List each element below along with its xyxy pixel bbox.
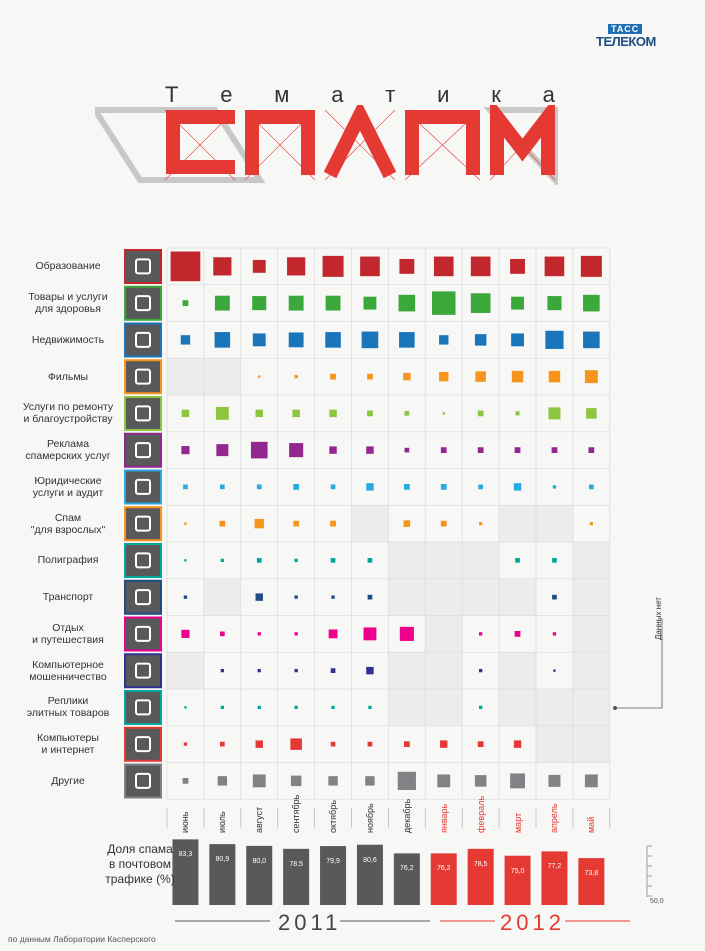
bar-value-label: 78,5 [289, 860, 303, 868]
topic-square [479, 669, 482, 672]
no-data-cell [499, 505, 536, 542]
topic-square [404, 741, 410, 747]
topic-square [294, 706, 297, 709]
topic-square [512, 371, 524, 383]
topic-square [511, 297, 524, 310]
topic-label: Другие [51, 774, 85, 787]
topic-square [434, 257, 454, 277]
month-label: декабрь [401, 798, 412, 833]
topic-square [253, 260, 266, 273]
no-data-cell [499, 689, 536, 726]
topic-square [479, 706, 482, 709]
topic-square [184, 742, 187, 745]
topic-square [294, 632, 297, 635]
topic-square [294, 375, 297, 378]
spam-share-bar [541, 851, 567, 905]
topic-square [215, 332, 231, 348]
topic-square [256, 410, 263, 417]
topic-square [516, 411, 520, 415]
topic-square [404, 520, 411, 527]
no-data-cell [425, 616, 462, 653]
no-data-label: Данных нет [654, 597, 663, 640]
topic-square [364, 297, 377, 310]
topic-square [293, 521, 299, 527]
topic-square [331, 742, 336, 747]
topic-square [437, 774, 450, 787]
topic-square [367, 374, 373, 380]
topic-square [405, 448, 410, 453]
topic-label: Спам "для взрослых" [30, 511, 106, 536]
calculator-icon [125, 471, 161, 504]
topic-square [552, 595, 557, 600]
no-data-dot [613, 706, 617, 710]
spam-share-bar [209, 844, 235, 905]
no-data-cell [573, 579, 610, 616]
topic-square [362, 332, 379, 349]
topic-square [549, 371, 561, 383]
topic-square [184, 595, 187, 598]
topic-square [330, 521, 336, 527]
no-data-cell [388, 652, 425, 689]
month-label: январь [438, 803, 449, 833]
topic-label: Реклама спамерских услуг [25, 438, 111, 463]
spam-share-bar [468, 849, 494, 905]
topic-square [471, 293, 491, 313]
month-label: июль [217, 811, 228, 833]
topic-square [216, 444, 228, 456]
topic-square [515, 447, 521, 453]
monitor-icon [125, 728, 161, 761]
building-icon [125, 324, 161, 357]
topic-square [399, 295, 416, 312]
topic-square [403, 373, 410, 380]
topic-square [329, 629, 338, 638]
topic-square [291, 776, 302, 787]
topic-square [181, 630, 189, 638]
topic-square [293, 484, 299, 490]
spam-share-bar [431, 853, 457, 905]
grid-icon [125, 765, 161, 798]
padlock-icon [125, 507, 161, 540]
topic-square [251, 442, 268, 459]
topic-square [331, 558, 336, 563]
topic-square [368, 742, 373, 747]
no-data-cell [573, 652, 610, 689]
topic-square [475, 775, 487, 787]
source-note: по данным Лаборатории Касперского [8, 934, 156, 944]
ship-icon [125, 618, 161, 651]
subtitle-letter: е [220, 82, 233, 107]
topic-square [331, 595, 334, 598]
topic-square [215, 296, 230, 311]
bar-value-label: 76,2 [400, 865, 414, 873]
topic-label: Отдых и путешествия [32, 621, 104, 646]
topic-square [367, 410, 373, 416]
no-data-cell [388, 579, 425, 616]
topic-square [326, 296, 341, 311]
topic-label: Услуги по ремонту и благоустройству [22, 401, 114, 426]
topic-square [368, 706, 371, 709]
topic-square [184, 706, 186, 708]
film-reel-icon [125, 360, 161, 393]
month-label: сентябрь [291, 794, 302, 833]
topic-square [585, 370, 598, 383]
bar-value-label: 80,9 [215, 856, 230, 864]
car-icon [125, 581, 161, 614]
topic-square [581, 256, 602, 277]
spam-share-bar [357, 845, 383, 905]
topic-square [329, 410, 336, 417]
topic-square [328, 776, 337, 785]
bar-value-label: 83,3 [178, 851, 193, 859]
no-data-cell [536, 689, 573, 726]
month-label: октябрь [328, 800, 339, 833]
bar-axis-min-label: 50,0 [650, 898, 664, 905]
topic-square [365, 776, 374, 785]
topic-square [405, 411, 410, 416]
topic-square [478, 485, 483, 490]
topic-square [294, 595, 297, 598]
month-label: март [512, 812, 523, 833]
topic-square [471, 257, 491, 277]
topic-square [289, 332, 304, 347]
spam-share-label: Доля спама в почтовом трафике (%) [105, 842, 175, 886]
topic-square [548, 775, 560, 787]
spam-share-bar [320, 846, 346, 905]
topic-square [256, 593, 263, 600]
topic-square [181, 446, 189, 454]
topic-square [478, 447, 484, 453]
topic-square [510, 259, 525, 274]
month-label: февраль [475, 795, 486, 833]
topic-square [331, 706, 334, 709]
topic-square [329, 446, 336, 453]
topic-square [257, 485, 262, 490]
no-data-cell [573, 616, 610, 653]
topic-square [255, 519, 264, 528]
topic-label: Полиграфия [37, 554, 99, 567]
bar-value-label: 77,2 [547, 863, 562, 871]
topic-label: Образование [35, 260, 101, 273]
no-data-cell [499, 652, 536, 689]
topic-square [325, 332, 341, 348]
topic-square [478, 741, 484, 747]
bar-value-label: 78,5 [473, 860, 488, 868]
topic-square [258, 375, 260, 377]
topic-square [220, 742, 225, 747]
topic-square [553, 485, 556, 488]
spam-share-bar [394, 853, 420, 905]
topic-square [588, 447, 594, 453]
topic-square [258, 706, 261, 709]
topic-square [583, 295, 600, 312]
topic-square [583, 332, 600, 349]
no-data-cell [167, 652, 204, 689]
topic-square [586, 408, 597, 419]
billboard-icon [125, 434, 161, 467]
mask-icon [125, 654, 161, 687]
year-2012-label: 2012 [500, 910, 565, 935]
topic-square [515, 631, 521, 637]
topic-square [323, 256, 344, 277]
no-data-cell [204, 358, 241, 395]
topic-square [441, 484, 447, 490]
month-label: май [586, 816, 597, 833]
topic-square [221, 559, 224, 562]
topic-square [585, 774, 598, 787]
topic-square [182, 410, 189, 417]
topic-square [360, 257, 380, 277]
topic-square [366, 667, 373, 674]
topic-square [590, 522, 593, 525]
topic-square [171, 252, 201, 282]
topic-square [404, 484, 410, 490]
topic-square [258, 632, 261, 635]
topic-square [589, 485, 594, 490]
no-data-cell [425, 542, 462, 579]
topic-square [292, 410, 299, 417]
topic-square [257, 558, 262, 563]
topic-square [290, 738, 302, 750]
subtitle-letter: Т [165, 82, 179, 107]
bar-value-label: 80,0 [252, 857, 267, 865]
topic-square [183, 778, 189, 784]
topic-label: Товары и услуги для здоровья [28, 291, 108, 316]
subtitle-letter: а [331, 82, 344, 107]
topic-square [548, 407, 560, 419]
topic-square [368, 558, 373, 563]
no-data-cell [167, 358, 204, 395]
topic-square [289, 443, 303, 457]
topic-square [478, 410, 484, 416]
topic-square [479, 522, 482, 525]
topic-square [510, 773, 525, 788]
speech-bubble-icon [125, 691, 161, 724]
no-data-cell [352, 505, 389, 542]
topic-square [545, 257, 565, 277]
no-data-cell [499, 579, 536, 616]
subtitle-letter: к [491, 82, 501, 107]
bar-value-label: 73,8 [584, 870, 599, 878]
topic-square [368, 595, 373, 600]
subtitle-letter: а [542, 82, 555, 107]
topic-square [399, 332, 415, 348]
topic-square [475, 334, 487, 346]
topic-square [399, 259, 414, 274]
topic-label: Фильмы [47, 370, 89, 383]
bar-value-label: 80,6 [363, 856, 377, 864]
topic-square [400, 627, 414, 641]
no-data-cell [425, 689, 462, 726]
topic-square [439, 335, 448, 344]
topic-square [294, 559, 297, 562]
topic-square [443, 412, 445, 414]
topic-square [258, 669, 261, 672]
topic-label: Транспорт [42, 591, 94, 604]
bar-value-label: 79,9 [326, 858, 340, 866]
subtitle-letter: м [274, 82, 290, 107]
no-data-cell [462, 542, 499, 579]
topic-square [364, 627, 377, 640]
topic-square [213, 257, 231, 275]
topic-square [221, 706, 224, 709]
no-data-cell [204, 579, 241, 616]
spam-share-bar [283, 849, 309, 905]
logo-tass-text: ТАСС [608, 24, 642, 34]
topic-square [216, 407, 229, 420]
wrench-icon [125, 397, 161, 430]
topic-square [256, 740, 263, 747]
topic-square [219, 521, 225, 527]
topic-label: Недвижимость [31, 333, 105, 346]
topic-square [330, 374, 336, 380]
no-data-cell [573, 689, 610, 726]
topic-square [289, 296, 304, 311]
topic-label: Реплики элитных товаров [26, 695, 110, 720]
topic-square [184, 522, 186, 524]
topic-square [514, 483, 521, 490]
topic-square [514, 740, 521, 747]
topic-square [220, 632, 225, 637]
topic-square [511, 333, 524, 346]
spam-share-bar [578, 858, 604, 905]
topic-square [220, 485, 225, 490]
topic-square [547, 296, 561, 310]
month-label: ноябрь [364, 803, 375, 833]
topic-square [479, 632, 482, 635]
topic-square [553, 669, 555, 671]
bar-value-label: 76,2 [436, 865, 451, 873]
topic-square [287, 257, 305, 275]
bar-value-label: 75,0 [510, 867, 525, 875]
topic-square [218, 776, 227, 785]
topic-square [331, 485, 336, 490]
topic-square [183, 485, 188, 490]
topic-square [552, 447, 558, 453]
carrot-icon [125, 287, 161, 320]
topic-square [183, 300, 189, 306]
month-label: апрель [549, 803, 560, 833]
subtitle-letter: и [437, 82, 450, 107]
no-data-cell [573, 726, 610, 763]
topic-square [515, 558, 520, 563]
no-data-cell [425, 652, 462, 689]
no-data-cell [388, 542, 425, 579]
topic-square [294, 669, 297, 672]
month-label: июнь [180, 811, 191, 833]
year-2011-label: 2011 [278, 910, 342, 935]
topic-square [331, 668, 336, 673]
topic-square [366, 483, 373, 490]
no-data-cell [536, 505, 573, 542]
topic-square [253, 774, 266, 787]
topic-square [439, 372, 448, 381]
no-data-cell [462, 579, 499, 616]
topic-label: Компьютеры и интернет [37, 732, 99, 757]
month-label: август [254, 806, 265, 833]
topic-square [441, 521, 447, 527]
topic-square [545, 331, 563, 349]
no-data-cell [388, 689, 425, 726]
topic-square [181, 335, 190, 344]
topic-square [475, 371, 486, 382]
logo-telecom-text: ТЕЛЕКОМ [596, 34, 656, 49]
topic-square [441, 447, 447, 453]
topic-square [440, 740, 447, 747]
printer-icon [125, 544, 161, 577]
topic-square [253, 333, 266, 346]
topic-square [552, 558, 557, 563]
topic-label: Юридические услуги и аудит [32, 474, 104, 499]
no-data-cell [425, 579, 462, 616]
topic-square [432, 291, 455, 314]
topic-square [221, 669, 224, 672]
topic-square [366, 446, 373, 453]
topic-square [398, 772, 416, 790]
spam-share-bar [505, 856, 531, 905]
topic-square [553, 632, 556, 635]
no-data-cell [573, 542, 610, 579]
topic-label: Компьютерное мошенничество [29, 658, 107, 683]
no-data-cell [536, 726, 573, 763]
book-icon [125, 250, 161, 283]
spam-share-bar [246, 846, 272, 905]
topic-square [252, 296, 266, 310]
topic-square [184, 559, 186, 561]
subtitle-letter: т [385, 82, 396, 107]
